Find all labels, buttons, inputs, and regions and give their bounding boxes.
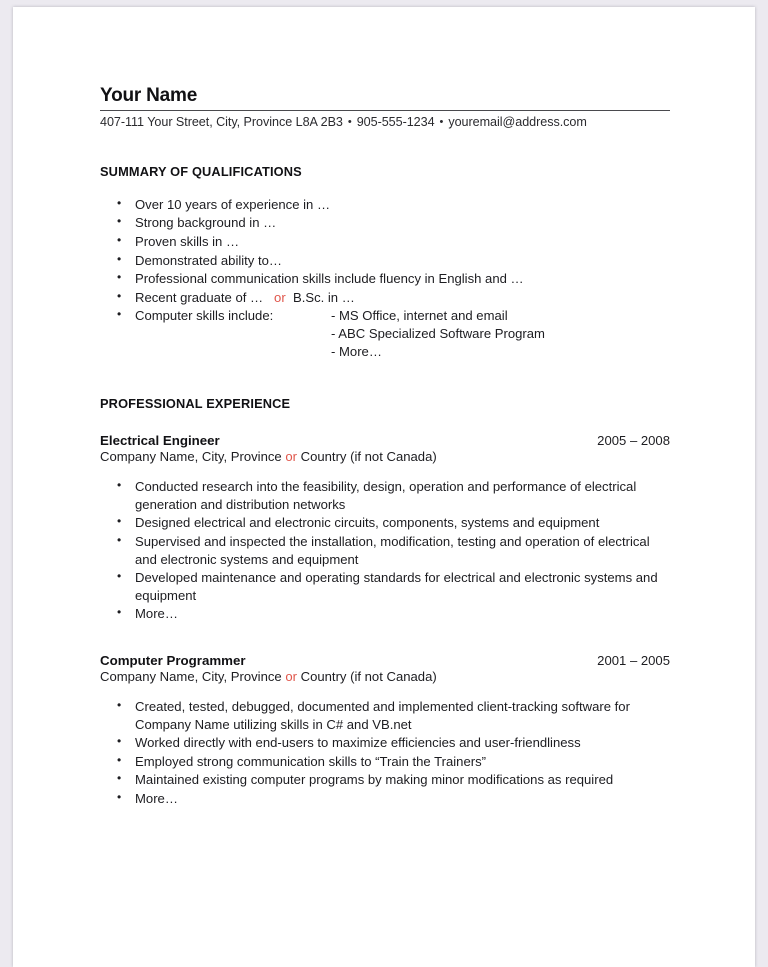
- summary-section: [100, 164, 670, 360]
- list-item: • Strong background in …: [100, 214, 670, 232]
- resume-page: [13, 7, 755, 967]
- list-item: • More…: [100, 605, 670, 623]
- job-entry: [100, 653, 670, 808]
- list-item: • Employed strong communication skills to “Train the Trainers”: [100, 753, 670, 771]
- or-keyword: or: [274, 289, 286, 305]
- list-item: • Worked directly with end-users to maximize efficiencies and user-friendliness: [100, 734, 670, 752]
- job-company-before: Company Name, City, Province: [100, 449, 282, 465]
- contact-phone: 905-555-1234: [356, 114, 435, 129]
- job-company-after: Country (if not Canada): [300, 449, 437, 465]
- job-company: [100, 449, 670, 464]
- list-item: • Conducted research into the feasibility, design, operation and performance of electrical generation and distribution networks: [100, 478, 670, 513]
- computer-skill-item: - ABC Specialized Software Program: [331, 326, 545, 341]
- summary-heading: SUMMARY OF QUALIFICATIONS: [100, 163, 302, 179]
- list-item: • Demonstrated ability to…: [100, 252, 670, 270]
- experience-section: [100, 396, 670, 807]
- page-shadow-wrapper: [13, 7, 755, 967]
- contact-line: [100, 110, 670, 129]
- computer-skills-row: [135, 307, 670, 360]
- list-item: • Over 10 years of experience in …: [100, 196, 670, 214]
- contact-email: youremail@address.com: [448, 114, 587, 129]
- experience-heading: PROFESSIONAL EXPERIENCE: [100, 396, 291, 412]
- contact-separator-1: •: [347, 115, 352, 128]
- computer-skills-label: • Computer skills include:: [135, 308, 274, 324]
- list-item: • Professional communication skills include fluency in English and …: [100, 270, 670, 288]
- job-spacer: [100, 624, 670, 653]
- job-bullet-list: [100, 478, 670, 623]
- job-company: [100, 669, 670, 684]
- contact-address: 407-111 Your Street, City, Province L8A 2B3: [100, 114, 343, 129]
- list-item: • More…: [100, 790, 670, 808]
- job-bullet-list: [100, 698, 670, 808]
- graduate-text-after: B.Sc. in …: [292, 289, 355, 305]
- job-dates: 2005 – 2008: [597, 433, 670, 449]
- list-item: • Supervised and inspected the installation, modification, testing and operation of electrical and electronic systems and equipment: [100, 533, 670, 568]
- job-title: Computer Programmer: [100, 652, 246, 668]
- contact-separator-2: •: [439, 115, 444, 128]
- job-company-after: Country (if not Canada): [300, 668, 437, 684]
- computer-skill-item: - More…: [331, 343, 382, 359]
- or-keyword: or: [285, 668, 297, 684]
- job-dates: 2001 – 2005: [597, 652, 670, 668]
- computer-skill-item: - MS Office, internet and email: [331, 308, 508, 324]
- job-title: Electrical Engineer: [100, 433, 220, 449]
- job-company-before: Company Name, City, Province: [100, 668, 282, 684]
- list-item: • Designed electrical and electronic circuits, components, systems and equipment: [100, 514, 670, 532]
- list-item: • Maintained existing computer programs by making minor modifications as required: [100, 771, 670, 789]
- job-header: [100, 433, 670, 448]
- resume-content: [100, 85, 670, 809]
- list-item-computer-skills: [100, 307, 670, 360]
- graduate-text-before: Recent graduate of …: [135, 289, 264, 305]
- list-item: • Created, tested, debugged, documented and implemented client-tracking software for Company Name utilizing skills in C# and VB.net: [100, 698, 670, 733]
- list-item: • Developed maintenance and operating standards for electrical and electronic systems and equipment: [100, 569, 670, 604]
- job-entry: [100, 433, 670, 623]
- computer-skills-values: [331, 307, 670, 360]
- summary-bullet-list: [100, 196, 670, 360]
- or-keyword: or: [285, 449, 297, 465]
- list-item-graduate: [100, 289, 670, 307]
- resume-header: [100, 85, 670, 129]
- job-header: [100, 653, 670, 668]
- list-item: • Proven skills in …: [100, 233, 670, 251]
- candidate-name: Your Name: [100, 85, 198, 106]
